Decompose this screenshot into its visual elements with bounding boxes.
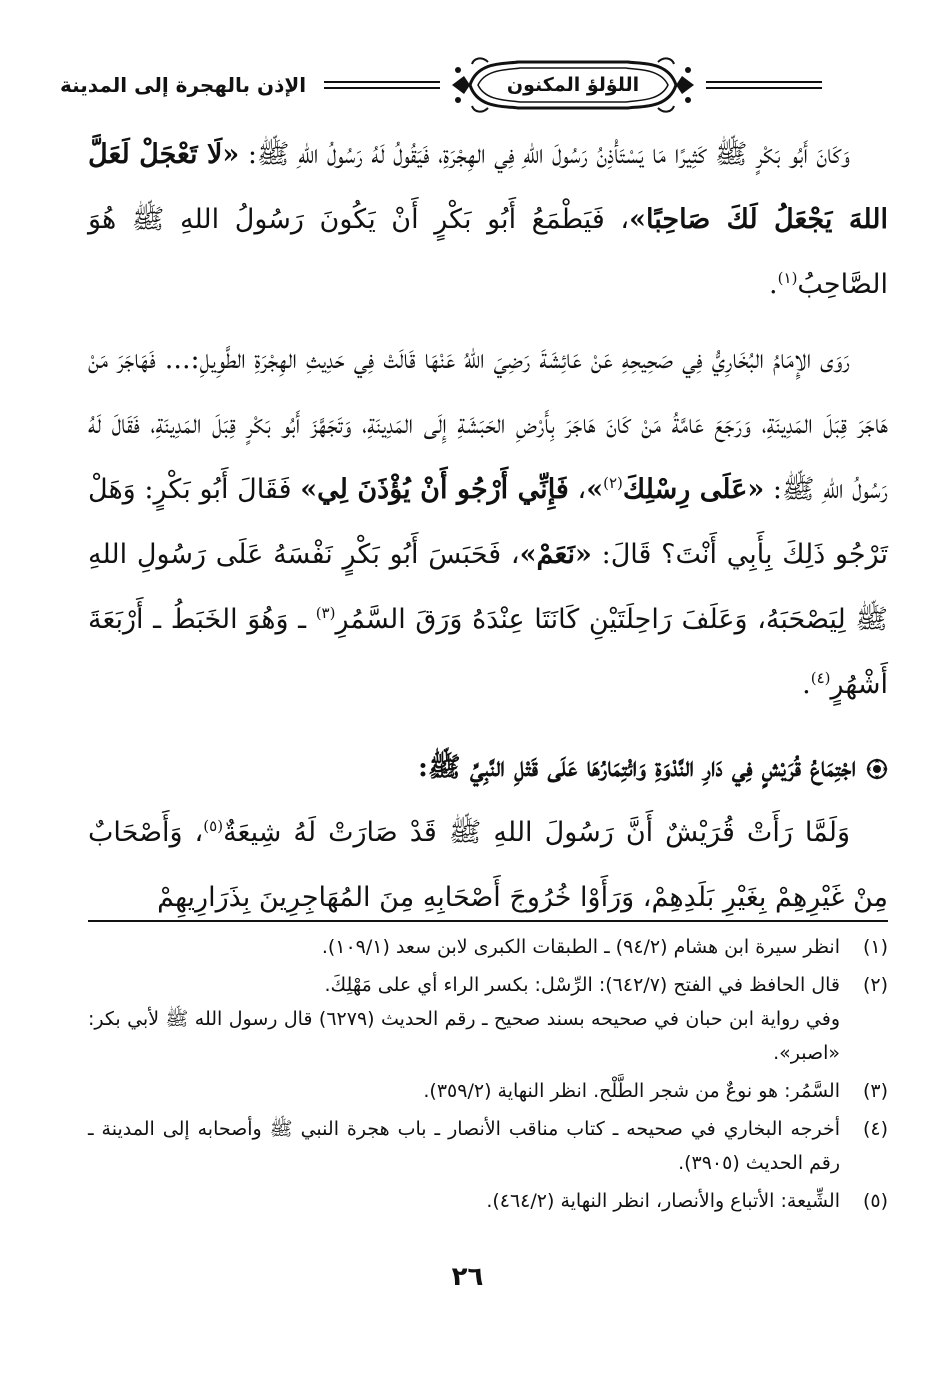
footnote-number: (٥) xyxy=(862,1190,888,1212)
page-number: ٢٦ xyxy=(451,1262,484,1292)
footnote-number: (٢) xyxy=(862,974,888,996)
paragraph-1-text-cont: ، فَيَطْمَعُ أَبُو بَكْرٍ أَنْ يَكُونَ رَسُولُ اللهِ ﷺ هُوَ الصَّاحِبُ xyxy=(88,204,888,300)
paragraph-3 xyxy=(88,800,888,930)
footnote-text: وفي رواية ابن حبان في صحيحه بسند صحيح ـ رقم الحديث (٦٢٧٩) قال رسول الله ﷺ لأبي بكر: «اصبر». xyxy=(88,1008,841,1064)
paragraph-2 xyxy=(88,327,888,717)
running-header xyxy=(60,50,830,120)
paragraph-1 xyxy=(88,122,888,317)
footnote-ref-4: (٤) xyxy=(810,669,831,687)
footnotes xyxy=(88,930,888,1218)
footnote-ref-2: (٢) xyxy=(603,474,623,492)
footnote-text: السَّمُر: هو نوعٌ من شجر الطَّلْح. انظر النهاية (٣٥٩/٢). xyxy=(423,1080,840,1102)
prophet-quote: «عَلَى رِسْلِكَ xyxy=(622,474,765,505)
header-rule-left xyxy=(324,81,440,89)
paragraph-2-text-cont: ، فَحَبَسَ أَبُو بَكْرٍ نَفْسَهُ عَلَى رَسُولِ اللهِ ﷺ لِيَصْحَبَهُ، وَعَلَفَ رَاحِلَتَيْنِ كَانَتَا عِنْدَهُ وَرَقَ السَّمُرِ xyxy=(88,539,888,635)
footnote-number: (٤) xyxy=(862,1118,888,1140)
footnote-text: انظر سيرة ابن هشام (٩٤/٢) ـ الطبقات الكبرى لابن سعد (١٠٩/١). xyxy=(321,936,840,958)
footnote-number: (١) xyxy=(862,936,888,958)
footnote-text: الشِّيعة: الأتباع والأنصار، انظر النهاية (٤٦٤/٢). xyxy=(486,1190,840,1212)
paragraph-1-end: . xyxy=(769,269,778,300)
header-rule-right xyxy=(706,81,822,89)
footnote-number xyxy=(840,1002,888,1070)
footnote-4 xyxy=(88,1112,888,1180)
footnote-5 xyxy=(88,1184,888,1218)
footnote-number: (٣) xyxy=(862,1080,888,1102)
footnote-ref-1: (١) xyxy=(777,269,798,287)
footnote-ref-5: (٥) xyxy=(203,817,224,835)
book-title-cartouche xyxy=(448,54,698,116)
footnote-ref-3: (٣) xyxy=(315,604,336,622)
footnote-text: أخرجه البخاري في صحيحه ـ كتاب مناقب الأنصار ـ باب هجرة النبي ﷺ وأصحابه إلى المدينة ـ رقم الحديث (٣٩٠٥). xyxy=(88,1118,840,1174)
paragraph-3-text: وَلَمَّا رَأَتْ قُرَيْشٌ أَنَّ رَسُولَ اللهِ ﷺ قَدْ صَارَتْ لَهُ شِيعَةٌ xyxy=(223,817,850,848)
paragraph-1-text: وَكَانَ أَبُو بَكْرٍ ﷺ كَثِيرًا مَا يَسْتَأْذِنُ رَسُولَ اللهِ فِي الهِجْرَةِ، فَيَقُولُ لَهُ رَسُولُ اللهِ ﷺ: xyxy=(239,139,850,170)
paragraph-2-text-cont: ـ وَهُوَ الخَبَطُ ـ أَرْبَعَةَ أَشْهُرٍ xyxy=(88,604,888,700)
paragraph-2-text-cont: فَقَالَ أَبُو بَكْرٍ: وَهَلْ تَرْجُو ذَلِكَ بِأَبِي أَنْتَ؟ قَالَ: xyxy=(88,474,888,570)
chapter-title: الإذن بالهجرة إلى المدينة xyxy=(60,73,307,97)
prophet-quote: «نَعَمْ» xyxy=(519,539,592,570)
paragraph-2-text: رَوَى الإِمَامُ البُخَارِيُّ فِي صَحِيحِهِ عَنْ عَائِشَةَ رَضِيَ اللهُ عَنْهَا قَالَتْ فِي حَدِيثِ الهِجْرَةِ الطَّوِيلِ:... فَهَاجَرَ مَنْ هَاجَرَ قِبَلَ المَدِينَةِ، وَرَجَعَ عَامَّةُ مَنْ كَانَ هَاجَرَ بِأَرْضِ الحَبَشَةِ إِلَى المَدِينَةِ، وَتَجَهَّزَ أَبُو بَكْرٍ قِبَلَ المَدِينَةِ، فَقَالَ لَهُ رَسُولُ اللهِ ﷺ: xyxy=(88,344,889,505)
main-text xyxy=(88,122,888,930)
prophet-quote: «لَا تَعْجَلْ لَعَلَّ اللهَ يَجْعَلُ لَكَ صَاحِبًا» xyxy=(88,139,888,235)
footnote-divider xyxy=(88,920,888,922)
separator: ، xyxy=(568,474,587,505)
paragraph-2-end: . xyxy=(802,669,811,700)
footnote-text: قال الحافظ في الفتح (٦٤٢/٧): الرِّسْل: بكسر الراء أي على مَهْلِكَ. xyxy=(324,974,840,996)
footnote-3 xyxy=(88,1074,888,1108)
footnote-2-continuation xyxy=(88,1002,888,1070)
paragraph-3-text-cont: ، وَأَصْحَابٌ مِنْ غَيْرِهِمْ بِغَيْرِ بَلَدِهِمْ، وَرَأَوْا خُرُوجَ أَصْحَابِهِ مِنَ المُهَاجِرِينَ بِذَرَارِيهِمْ xyxy=(88,817,888,913)
book-title: اللؤلؤ المكنون xyxy=(506,74,640,96)
prophet-quote: فَإِنِّي أَرْجُو أَنْ يُؤْذَنَ لِي» xyxy=(300,474,569,505)
section-title: اجْتِمَاعُ قُرَيْشٍ فِي دَارِ النَّدْوَةِ وَائْتِمَارُهَا عَلَى قَتْلِ النَّبِيِّ ﷺ: xyxy=(418,752,856,783)
footnote-1 xyxy=(88,930,888,964)
quote-close: » xyxy=(586,474,604,505)
section-heading xyxy=(88,735,888,800)
flower-ornament-icon xyxy=(866,758,888,780)
footnote-2 xyxy=(88,968,888,1002)
